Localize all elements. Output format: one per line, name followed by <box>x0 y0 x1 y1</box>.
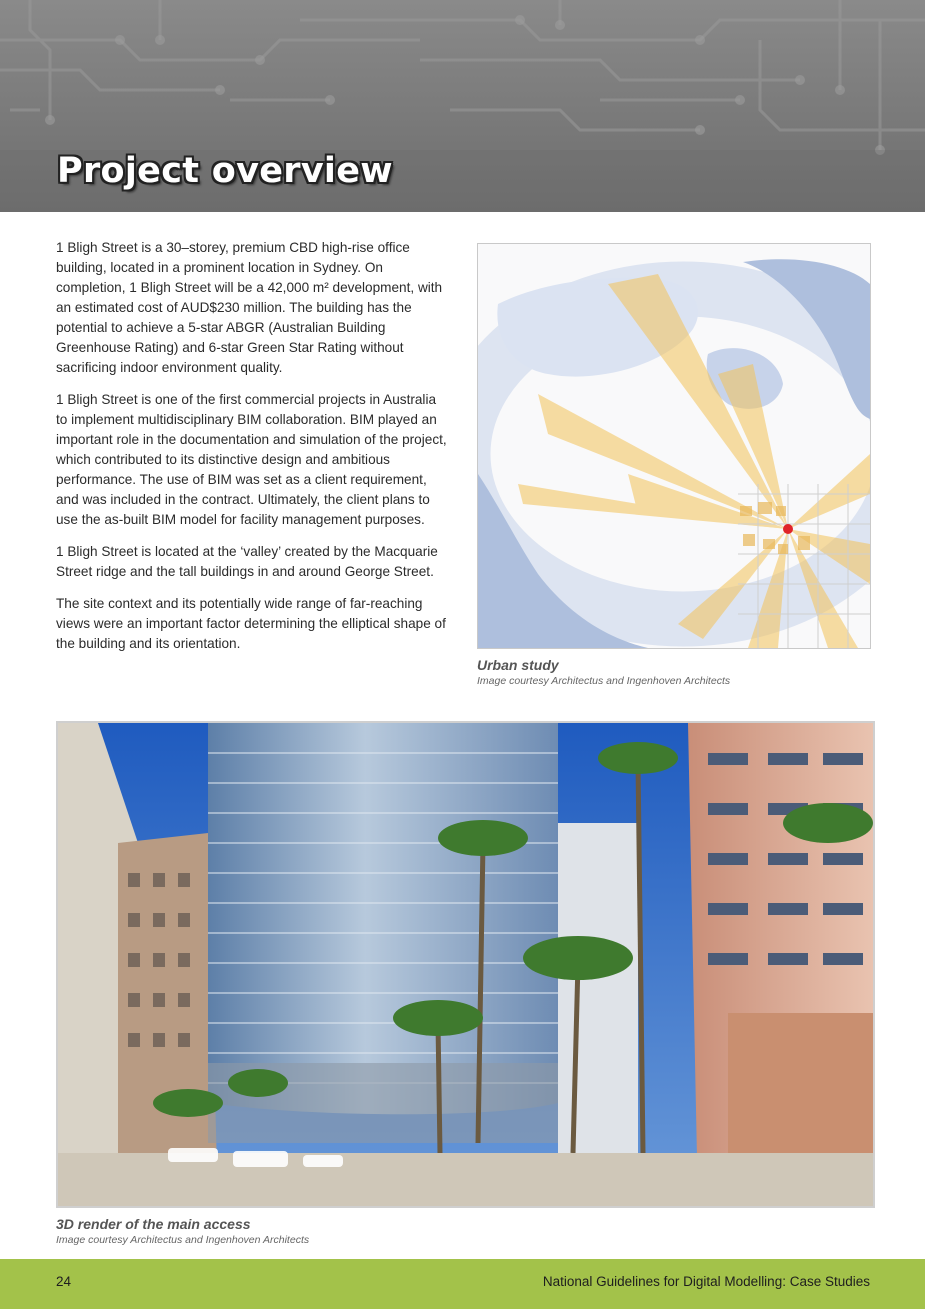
render-figure <box>56 721 875 1208</box>
render-image <box>58 723 873 1206</box>
caption-credit: Image courtesy Architectus and Ingenhoven Architects <box>477 675 731 687</box>
paragraph: 1 Bligh Street is a 30–storey, premium CBD high-rise office building, located in a prominent location in Sydney. On completion, 1 Bligh Street will be a 42,000 m² development, with an estimated cost of AUD$230 million. The building has the potential to achieve a 5-star ABGR (Australian Building Greenhouse Rating) and 6-star Green Star Rating without sacrificing indoor environment quality. <box>56 240 443 375</box>
urban-study-graphic <box>478 244 870 648</box>
page-title: Project overview <box>57 151 393 191</box>
urban-study-figure <box>477 243 871 649</box>
paragraph: 1 Bligh Street is one of the first commercial projects in Australia to implement multidisciplinary BIM collaboration. BIM played an important role in the documentation and simulation of the project, which contributed to its distinctive design and ambitious performance. The use of BIM was set as a client requirement, and was included in the contract. Ultimately, the client plans to use the as-built BIM model for facility management purposes. <box>56 392 447 527</box>
urban-study-caption <box>477 657 869 687</box>
footer-bar <box>0 1259 925 1309</box>
caption-title: 3D render of the main access <box>56 1216 251 1232</box>
publication-title: National Guidelines for Digital Modelling: Case Studies <box>542 1274 870 1289</box>
caption-credit: Image courtesy Architectus and Ingenhoven Architects <box>56 1234 310 1246</box>
paragraph: The site context and its potentially wide range of far-reaching views were an important factor determining the elliptical shape of the building and its orientation. <box>56 596 446 651</box>
page-number: 24 <box>56 1274 72 1289</box>
render-caption <box>56 1216 871 1246</box>
paragraph: 1 Bligh Street is located at the ‘valley’ created by the Macquarie Street ridge and the tall buildings in and around George Street. <box>56 544 438 579</box>
body-text-column <box>56 238 451 666</box>
site-marker <box>783 524 793 534</box>
header-band <box>0 0 925 212</box>
caption-title: Urban study <box>477 657 559 673</box>
